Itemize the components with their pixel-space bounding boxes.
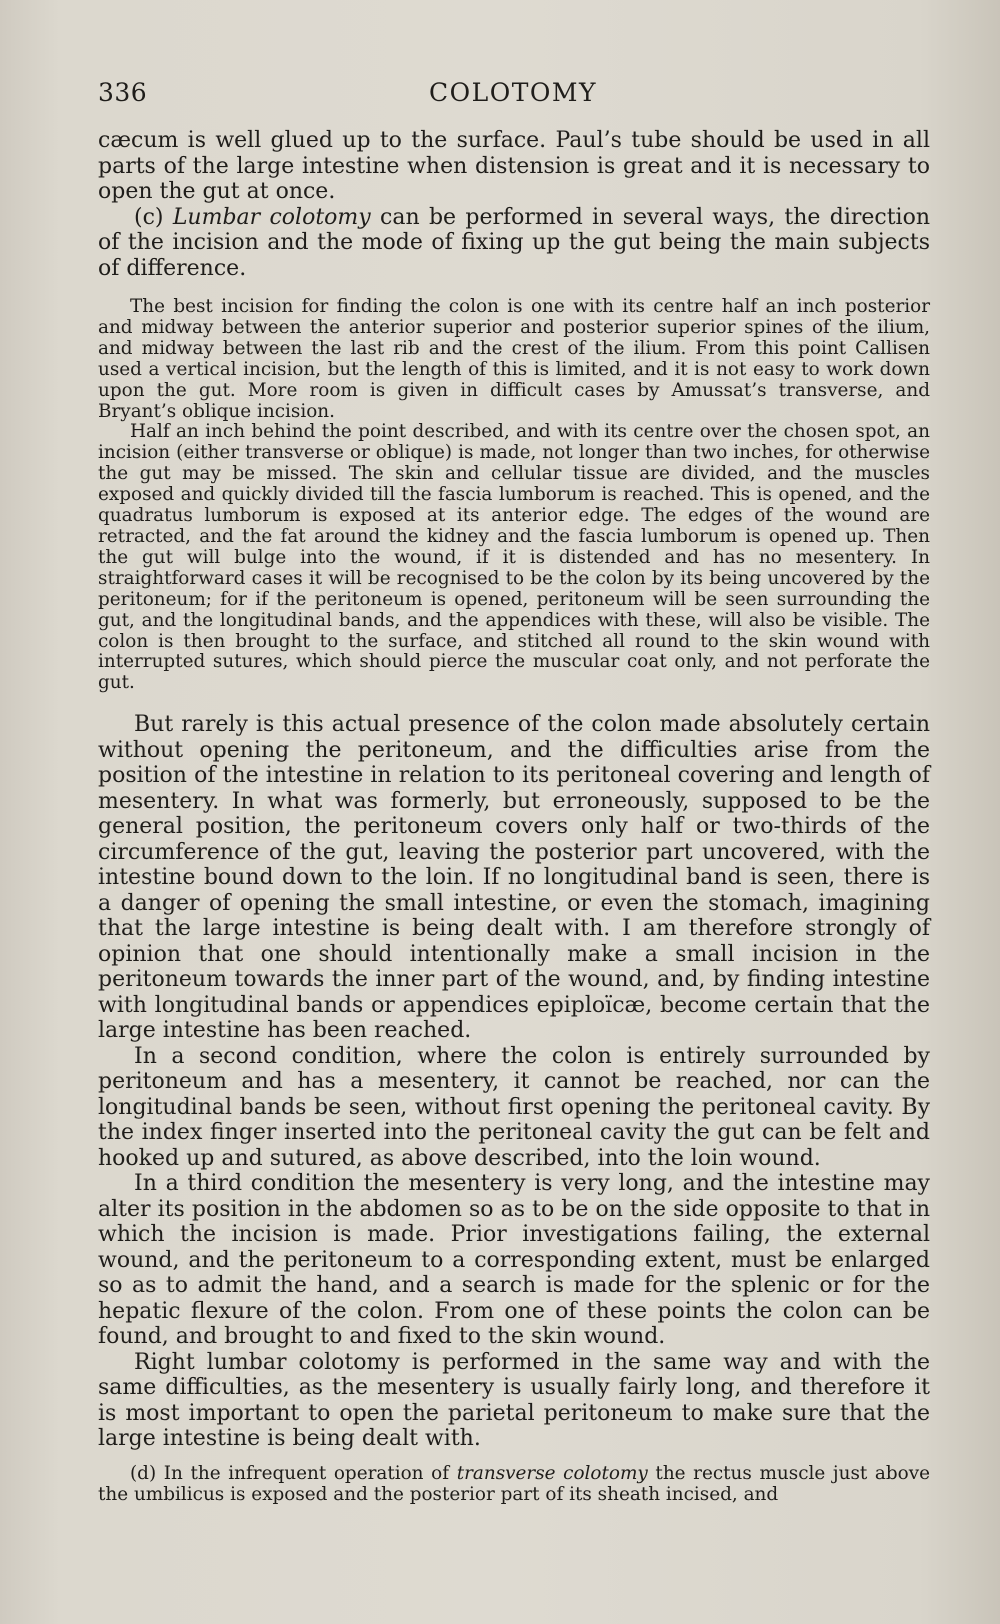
spacer	[98, 694, 930, 712]
small-paragraph-transverse-text: the rectus muscle just above the umbilicus is exposed and the posterior part of its sheath incised, and	[98, 1462, 930, 1505]
small-paragraph-transverse-colotomy	[98, 1464, 930, 1506]
paragraph-right-lumbar: Right lumbar colotomy is performed in the same way and with the same difficulties, as the mesentery is usually fairly long, and therefore it is most important to open the parietal peritoneum to make sure that the large intestine is being dealt with.	[98, 1349, 930, 1452]
running-head: COLOTOMY	[429, 78, 597, 107]
body-text	[98, 128, 930, 1506]
page-number: 336	[98, 78, 148, 107]
spacer	[98, 281, 930, 297]
term-transverse-colotomy: transverse colotomy	[456, 1462, 648, 1484]
section-marker-c: (c)	[134, 204, 173, 230]
small-paragraph-procedure: Half an inch behind the point described, and with its centre over the chosen spot, an incision (either transverse or oblique) is made, not longer than two inches, for otherwise the gut may be missed. The skin and cellular tissue are divided, and the muscles exposed and quickly divided till the fascia lumborum is reached. This is opened, and the quadratus lumborum is exposed at its anterior edge. The edges of the wound are retracted, and the fat around the kidney and the fascia lumborum is opened up. Then the gut will bulge into the wound, if it is distended and has no mesentery. In straightforward cases it will be recognised to be the colon by its being uncovered by the peritoneum; for if the peritoneum is opened, peritoneum will be seen surrounding the gut, and the longitudinal bands, and the appendices with these, will also be visible. The colon is then brought to the surface, and stitched all round to the skin wound with interrupted sutures, which should pierce the muscular coat only, and not perforate the gut.	[98, 421, 930, 694]
small-paragraph-best-incision: The best incision for finding the colon is one with its centre half an inch posterior and midway between the anterior superior and posterior superior spines of the ilium, and midway between the last rib and the crest of the ilium. From this point Callisen used a vertical incision, but the length of this is limited, and it is not easy to work down upon the gut. More room is given in difficult cases by Amussat’s transverse, and Bryant’s oblique incision.	[98, 296, 930, 422]
paragraph-lumbar-colotomy-text: can be performed in several ways, the direction of the incision and the mode of fixing up the gut being the main subjects of difference.	[98, 204, 931, 281]
paragraph-third-condition: In a third condition the mesentery is very long, and the intestine may alter its position in the abdomen so as to be on the side opposite to that in which the incision is made. Prior investigations failing, the external wound, and the peritoneum to a corresponding extent, must be enlarged so as to admit the hand, and a search is made for the splenic or for the hepatic flexure of the colon. From one of these points the colon can be found, and brought to and fixed to the skin wound.	[98, 1171, 930, 1350]
section-marker-d: (d) In the infrequent operation of	[130, 1462, 457, 1484]
paragraph-lumbar-colotomy	[98, 205, 930, 282]
paragraph-rarely-certain: But rarely is this actual presence of the colon made absolutely certain without opening the peritoneum, and the difficulties arise from the position of the intestine in relation to its peritoneal covering and length of mesentery. In what was formerly, but erroneously, supposed to be the general position, the peritoneum covers only half or two-thirds of the circumference of the gut, leaving the posterior part uncovered, with the intestine bound down to the loin. If no longitudinal band is seen, there is a danger of opening the small intestine, or even the stomach, imagining that the large intestine is being dealt with. I am therefore strongly of opinion that one should intentionally make a small incision in the peritoneum towards the inner part of the wound, and, by finding intestine with longitudinal bands or appendices epiploïcæ, become certain that the large intestine has been reached.	[98, 712, 930, 1044]
page-header	[98, 74, 928, 114]
term-lumbar-colotomy: Lumbar colotomy	[172, 204, 371, 230]
paragraph-continuation: cæcum is well glued up to the surface. Paul’s tube should be used in all parts of the large intestine when distension is great and it is necessary to open the gut at once.	[98, 128, 930, 204]
paragraph-second-condition: In a second condition, where the colon is entirely surrounded by peritoneum and has a mesentery, it cannot be reached, nor can the longitudinal bands be seen, without first opening the peritoneal cavity. By the index finger inserted into the peritoneal cavity the gut can be felt and hooked up and sutured, as above described, into the loin wound.	[98, 1043, 930, 1171]
